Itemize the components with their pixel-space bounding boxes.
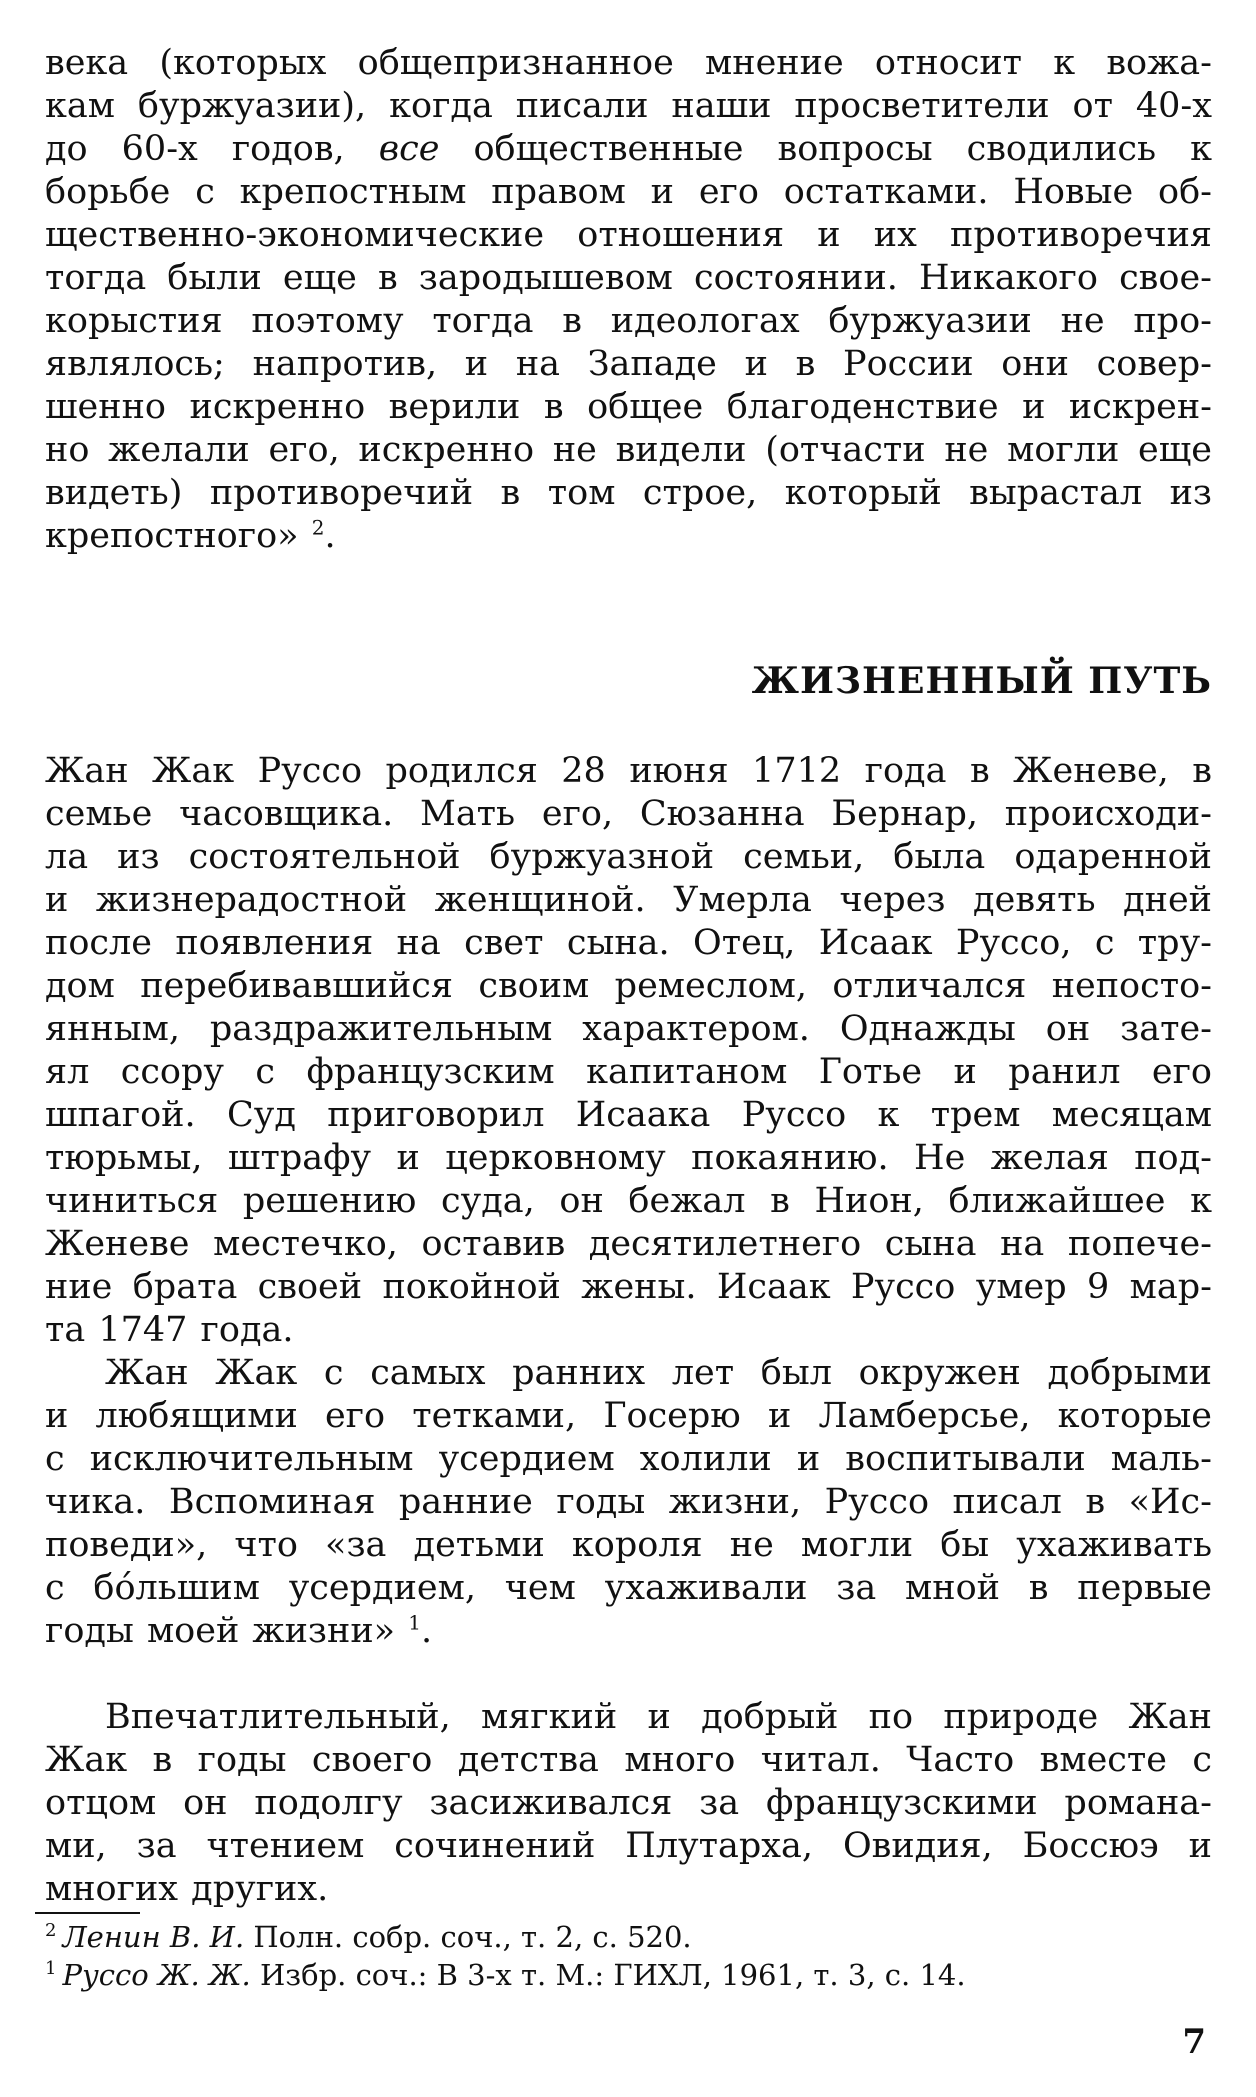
text-line: до 60-х годов, все общественные вопросы сводились к <box>45 129 1212 169</box>
footnote <box>45 1956 1212 1994</box>
text-line: ла из состоятельной буржуазной семьи, была одаренной <box>45 837 1212 877</box>
text-line: дом перебивавшийся своим ремеслом, отличался непосто- <box>45 966 1212 1006</box>
text-line: и любящими его тетками, Госерю и Ламберсье, которые <box>45 1396 1212 1436</box>
text-line: шенно искренно верили в общее благоденствие и искрен- <box>45 387 1212 427</box>
text-line: Женеве местечко, оставив десятилетнего сына на попече- <box>45 1224 1212 1264</box>
text-line: борьбе с крепостным правом и его остатками. Новые об- <box>45 172 1212 212</box>
text-line: являлось; напротив, и на Западе и в России они совер- <box>45 344 1212 384</box>
text-line: века (которых общепризнанное мнение относит к вожа- <box>45 43 1212 83</box>
text-line: после появления на свет сына. Отец, Исаак Руссо, с тру- <box>45 923 1212 963</box>
text-line: с бо́льшим усердием, чем ухаживали за мной в первые <box>45 1568 1212 1608</box>
section-heading: ЖИЗНЕННЫЙ ПУТЬ <box>751 660 1212 702</box>
footnote <box>45 1918 1212 1956</box>
paragraph-birth <box>45 750 1212 1352</box>
text-line: Жан Жак Руссо родился 28 июня 1712 года в Женеве, в <box>45 751 1212 791</box>
text-line: тогда были еще в зародышевом состоянии. Никакого свое- <box>45 258 1212 298</box>
text-line: тюрьмы, штрафу и церковному покаянию. Не желая под- <box>45 1138 1212 1178</box>
text-line: ние брата своей покойной жены. Исаак Руссо умер 9 мар- <box>45 1267 1212 1307</box>
text-line: видеть) противоречий в том строе, который вырастал из <box>45 473 1212 513</box>
text-line: крепостного» $^2$. <box>45 515 336 556</box>
text-line: отцом он подолгу засиживался за французскими романа- <box>45 1783 1212 1823</box>
footnote-mark: 1 <box>45 1958 57 1980</box>
text-line: чика. Вспоминая ранние годы жизни, Руссо писал в «Ис- <box>45 1482 1212 1522</box>
footnote-divider <box>35 1912 140 1914</box>
footnote-author: Руссо Ж. Ж. <box>62 1958 251 1992</box>
footnote-ref: 2 <box>311 515 325 540</box>
text-line: щественно-экономические отношения и их противоречия <box>45 215 1212 255</box>
text-line: ми, за чтением сочинений Плутарха, Овидия, Боссюэ и <box>45 1826 1212 1866</box>
paragraph-aunts <box>45 1352 1212 1653</box>
emphasis-word: все <box>378 129 440 169</box>
text-line: и жизнерадостной женщиной. Умерла через девять дней <box>45 880 1212 920</box>
text-line: кам буржуазии), когда писали наши просветители от 40-х <box>45 86 1212 126</box>
text-line: но желали его, искренно не видели (отчасти не могли еще <box>45 430 1212 470</box>
footnote-text: Полн. собр. соч., т. 2, с. 520. <box>253 1920 692 1954</box>
text-line: семье часовщика. Мать его, Сюзанна Бернар, происходи- <box>45 794 1212 834</box>
page-number: 7 <box>1182 2022 1206 2062</box>
text-line: та 1747 года. <box>45 1310 294 1350</box>
text-line: Жак в годы своего детства много читал. Часто вместе с <box>45 1740 1212 1780</box>
text-line: Жан Жак с самых ранних лет был окружен добрыми <box>105 1353 1212 1393</box>
footnote-mark: 2 <box>45 1920 57 1942</box>
intro-paragraph <box>45 42 1212 558</box>
text-line: с исключительным усердием холили и воспитывали маль- <box>45 1439 1212 1479</box>
footnote-ref: 1 <box>408 1610 421 1635</box>
text-line: янным, раздражительным характером. Однажды он зате- <box>45 1009 1212 1049</box>
text-line: годы моей жизни» $^1$. <box>45 1610 433 1651</box>
text-line: шпагой. Суд приговорил Исаака Руссо к трем месяцам <box>45 1095 1212 1135</box>
text-line: Впечатлительный, мягкий и добрый по природе Жан <box>105 1697 1212 1737</box>
text-line: поведи», что «за детьми короля не могли бы ухаживать <box>45 1525 1212 1565</box>
footnote-text: Избр. соч.: В 3-х т. М.: ГИХЛ, 1961, т. 3, с. 14. <box>260 1958 966 1992</box>
text-line: многих других. <box>45 1869 329 1909</box>
footnotes <box>45 1918 1212 1994</box>
footnote-author: Ленин В. И. <box>62 1920 245 1954</box>
paragraph-reading <box>45 1696 1212 1911</box>
text-line: чиниться решению суда, он бежал в Нион, ближайшее к <box>45 1181 1212 1221</box>
text-line: корыстия поэтому тогда в идеологах буржуазии не про- <box>45 301 1212 341</box>
text-line: ял ссору с французским капитаном Готье и ранил его <box>45 1052 1212 1092</box>
